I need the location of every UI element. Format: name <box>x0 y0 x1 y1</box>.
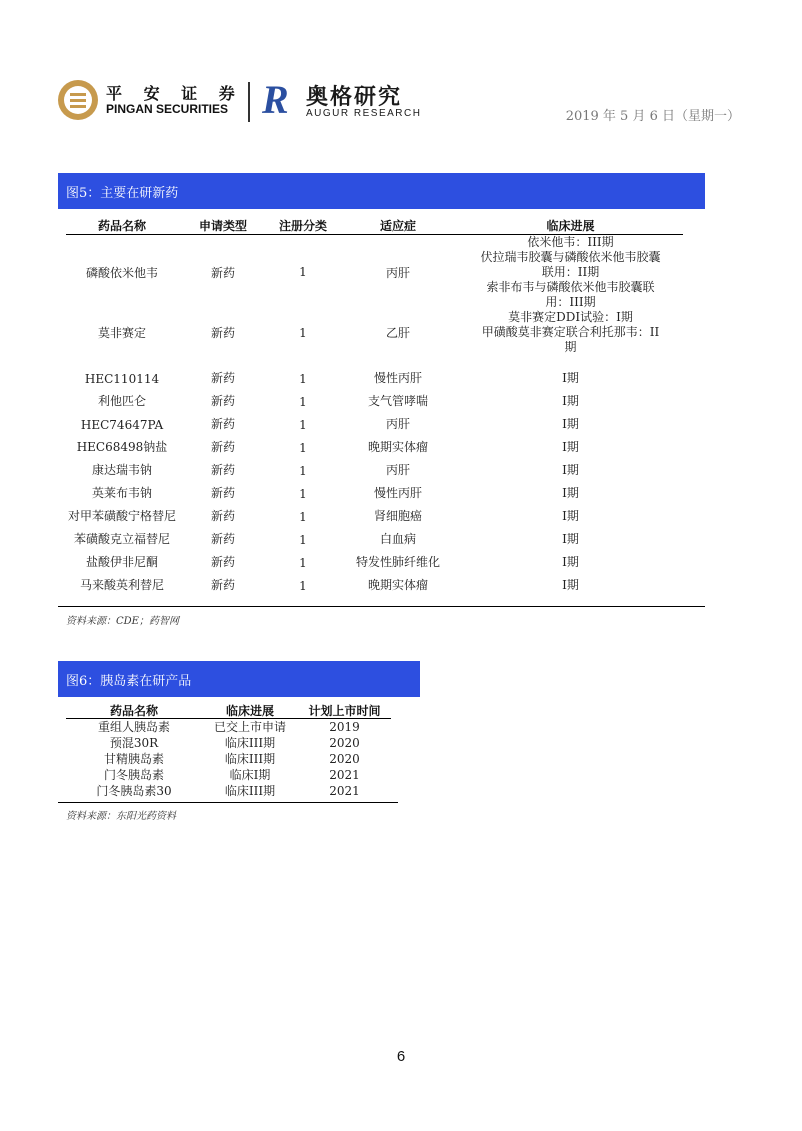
figure5-source: 资料来源：CDE；药智网 <box>66 616 179 627</box>
table-row <box>66 234 683 310</box>
clinical-progress-cell: 临床III期 <box>224 784 276 798</box>
registration-class-cell: 1 <box>299 371 307 386</box>
drug-name-cell: 对甲苯磺酸宁格替尼 <box>67 508 176 523</box>
planned-launch-cell: 2019 <box>329 720 360 734</box>
pingan-logo <box>58 80 248 122</box>
table-bottom-rule <box>58 606 705 607</box>
table-header-row <box>66 219 683 234</box>
application-type-cell: 新药 <box>210 554 235 569</box>
progress-line: 依米他韦：III期 <box>527 234 614 249</box>
table-row <box>66 570 683 593</box>
drug-name-cell: 甘精胰岛素 <box>103 752 164 766</box>
progress-line: 甲磺酸莫非赛定联合利托那韦：II <box>481 324 660 339</box>
clinical-progress-cell <box>458 386 683 409</box>
drug-name-cell: 马来酸英利替尼 <box>79 577 164 592</box>
drug-name-cell: 门冬胰岛素30 <box>96 784 172 798</box>
table-row <box>66 735 391 751</box>
progress-line: 联用：II期 <box>541 264 600 279</box>
application-type-cell: 新药 <box>210 485 235 500</box>
progress-line: I期 <box>562 462 579 477</box>
progress-line: I期 <box>562 439 579 454</box>
application-type-cell: 新药 <box>210 370 235 385</box>
pingan-emblem-icon <box>58 80 98 120</box>
progress-line: 索非布韦与磷酸依米他韦胶囊联 <box>486 279 655 294</box>
application-type-cell: 新药 <box>210 462 235 477</box>
clinical-progress-cell <box>458 234 683 310</box>
indication-cell: 白血病 <box>379 531 416 546</box>
augur-logo-en: AUGUR RESEARCH <box>306 108 422 119</box>
registration-class-cell: 1 <box>299 265 307 279</box>
indication-cell: 慢性丙肝 <box>373 485 422 500</box>
column-header: 适应症 <box>379 219 416 234</box>
progress-line: I期 <box>562 577 579 592</box>
progress-line: 莫非赛定DDI试验：I期 <box>508 309 633 324</box>
registration-class-cell: 1 <box>299 578 307 593</box>
registration-class-cell: 1 <box>299 509 307 524</box>
column-header: 注册分类 <box>278 219 327 234</box>
drug-name-cell: 康达瑞韦钠 <box>91 462 152 477</box>
registration-class-cell: 1 <box>299 394 307 409</box>
figure6-source: 资料来源：东阳光药资料 <box>66 811 176 822</box>
progress-line: 伏拉瑞韦胶囊与磷酸依米他韦胶囊 <box>480 249 661 264</box>
clinical-progress-cell: 临床I期 <box>229 768 271 782</box>
drug-name-cell: 重组人胰岛素 <box>97 720 170 734</box>
drug-name-cell: 利他匹仑 <box>97 393 146 408</box>
table-row <box>66 501 683 524</box>
drug-name-cell: 磷酸依米他韦 <box>85 265 158 280</box>
table-row <box>66 455 683 478</box>
planned-launch-cell: 2020 <box>329 736 360 750</box>
registration-class-cell: 1 <box>299 325 307 340</box>
drug-name-cell: 预混30R <box>109 736 159 750</box>
indication-cell: 肾细胞癌 <box>373 508 422 523</box>
progress-line: 用：III期 <box>545 294 596 309</box>
table-row <box>66 719 391 736</box>
column-header: 申请类型 <box>198 219 247 234</box>
registration-class-cell: 1 <box>299 417 307 432</box>
column-header: 计划上市时间 <box>308 704 381 718</box>
page-number: 6 <box>396 1048 406 1065</box>
column-header: 药品名称 <box>97 219 146 234</box>
logo-divider <box>248 82 250 122</box>
clinical-progress-cell: 临床III期 <box>224 736 276 750</box>
planned-launch-cell: 2021 <box>329 768 360 782</box>
clinical-progress-cell <box>458 478 683 501</box>
indication-cell: 晚期实体瘤 <box>367 439 428 454</box>
table-row <box>66 386 683 409</box>
indication-cell: 乙肝 <box>385 326 410 340</box>
progress-line: I期 <box>562 393 579 408</box>
registration-class-cell: 1 <box>299 440 307 455</box>
table-row <box>66 356 683 386</box>
clinical-progress-cell <box>458 547 683 570</box>
figure5-table <box>66 219 683 593</box>
clinical-progress-cell <box>458 409 683 432</box>
drug-name-cell: 莫非赛定 <box>97 326 146 340</box>
progress-line: I期 <box>562 370 579 385</box>
indication-cell: 晚期实体瘤 <box>367 577 428 592</box>
table-row <box>66 524 683 547</box>
table-row <box>66 783 391 799</box>
indication-cell: 特发性肺纤维化 <box>355 554 440 569</box>
table-row <box>66 432 683 455</box>
registration-class-cell: 1 <box>299 532 307 547</box>
clinical-progress-cell: 已交上市申请 <box>213 720 286 734</box>
indication-cell: 支气管哮喘 <box>367 393 428 408</box>
table-row <box>66 767 391 783</box>
report-date: 2019 年 5 月 6 日（星期一） <box>565 109 740 124</box>
clinical-progress-cell <box>458 524 683 547</box>
indication-cell: 丙肝 <box>385 416 410 431</box>
indication-cell: 丙肝 <box>385 462 410 477</box>
indication-cell: 丙肝 <box>385 265 410 280</box>
clinical-progress-cell <box>458 356 683 386</box>
figure5-title: 图5：主要在研新药 <box>58 173 705 209</box>
progress-line: 期 <box>564 339 577 354</box>
application-type-cell: 新药 <box>210 265 235 280</box>
table-bottom-rule <box>58 802 398 803</box>
table-header-row <box>66 704 391 719</box>
drug-name-cell: HEC68498钠盐 <box>76 439 168 454</box>
augur-logo <box>262 77 432 122</box>
clinical-progress-cell <box>458 455 683 478</box>
clinical-progress-cell <box>458 501 683 524</box>
drug-name-cell: 门冬胰岛素 <box>103 768 164 782</box>
application-type-cell: 新药 <box>210 393 235 408</box>
clinical-progress-cell: 临床III期 <box>224 752 276 766</box>
augur-r-icon: R <box>262 77 289 122</box>
registration-class-cell: 1 <box>299 486 307 501</box>
application-type-cell: 新药 <box>210 508 235 523</box>
application-type-cell: 新药 <box>210 577 235 592</box>
planned-launch-cell: 2020 <box>329 752 360 766</box>
clinical-progress-cell <box>458 432 683 455</box>
clinical-progress-cell <box>458 570 683 593</box>
drug-name-cell: 盐酸伊非尼酮 <box>85 554 158 569</box>
column-header: 临床进展 <box>225 704 274 718</box>
progress-line: I期 <box>562 554 579 569</box>
indication-cell: 慢性丙肝 <box>373 370 422 385</box>
table-row <box>66 478 683 501</box>
column-header: 药品名称 <box>109 704 158 718</box>
application-type-cell: 新药 <box>210 326 235 340</box>
progress-line: I期 <box>562 416 579 431</box>
drug-name-cell: HEC110114 <box>84 371 160 386</box>
drug-name-cell: HEC74647PA <box>80 417 164 432</box>
application-type-cell: 新药 <box>210 416 235 431</box>
augur-logo-cn: 奥格研究 <box>306 84 403 110</box>
application-type-cell: 新药 <box>210 531 235 546</box>
progress-line: I期 <box>562 485 579 500</box>
table-row <box>66 310 683 356</box>
pingan-logo-en: PINGAN SECURITIES <box>106 102 229 116</box>
progress-line: I期 <box>562 531 579 546</box>
table-row <box>66 547 683 570</box>
drug-name-cell: 英莱布韦钠 <box>91 485 152 500</box>
registration-class-cell: 1 <box>299 463 307 478</box>
clinical-progress-cell <box>458 310 683 356</box>
figure6-table <box>66 704 391 799</box>
column-header: 临床进展 <box>546 219 595 234</box>
registration-class-cell: 1 <box>299 555 307 570</box>
table-row <box>66 751 391 767</box>
drug-name-cell: 苯磺酸克立福替尼 <box>73 531 170 546</box>
table-row <box>66 409 683 432</box>
planned-launch-cell: 2021 <box>329 784 360 798</box>
progress-line: I期 <box>562 508 579 523</box>
application-type-cell: 新药 <box>210 439 235 454</box>
pingan-logo-cn: 平 安 证 券 <box>106 84 243 103</box>
figure6-title: 图6：胰岛素在研产品 <box>58 661 420 697</box>
